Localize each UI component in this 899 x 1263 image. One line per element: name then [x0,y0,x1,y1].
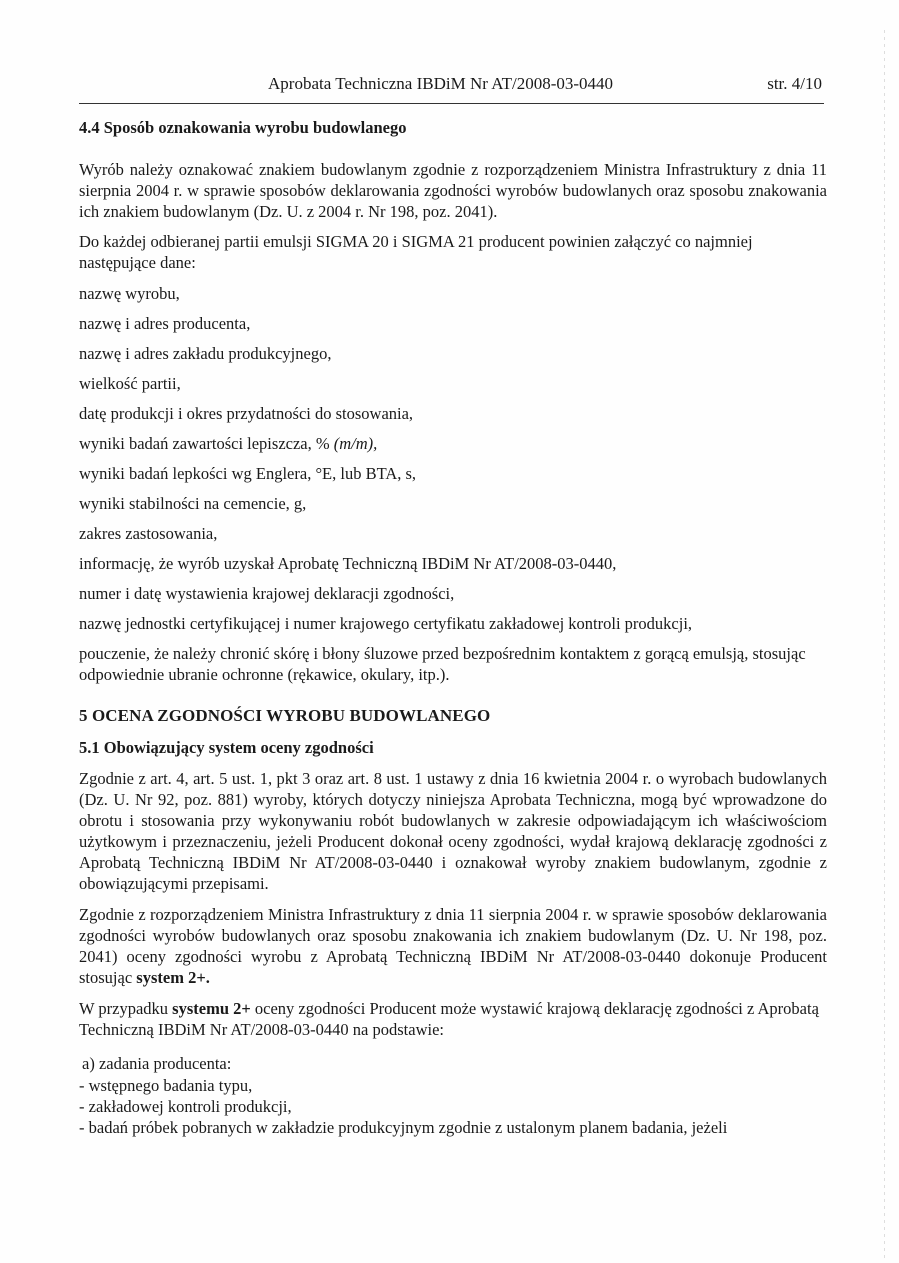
list-item: datę produkcji i okres przydatności do stosowania, [79,404,414,423]
list-item: nazwę i adres producenta, [79,314,251,333]
list-item: zakres zastosowania, [79,524,218,543]
list-item: numer i datę wystawienia krajowej deklaracji zgodności, [79,584,455,603]
list-item: nazwę wyrobu, [79,284,180,303]
section-5-1-paragraph-1: Zgodnie z art. 4, art. 5 ust. 1, pkt 3 oraz art. 8 ust. 1 ustawy z dnia 16 kwietnia 2004 r. o wyrobach budowlanych (Dz. U. Nr 92, poz. 881) wyroby, których dotyczy niniejsza Aprobata Techniczna, mogą być wprowadzone do obrotu i stosowania przy wykonywaniu robót budowlanych w zakresie odpowiadającym ich właściwościom użytkowym i przeznaczeniu, jeżeli Producent dokonał oceny zgodności, wydał krajową deklarację zgodności z Aprobatą Techniczną IBDiM Nr AT/2008-03-0440 i oznakował wyroby znakiem budowlanym, zgodnie z obowiązującymi przepisami. [79,769,827,893]
section-5-1-paragraph-3 [79,998,827,1040]
section-4-4-heading: 4.4 Sposób oznakowania wyrobu budowlanego [79,118,407,137]
section-4-4-paragraph-2: Do każdej odbieranej partii emulsji SIGMA 20 i SIGMA 21 producent powinien załączyć co najmniej następujące dane: [79,232,753,272]
list-item: informację, że wyrób uzyskał Aprobatę Techniczną IBDiM Nr AT/2008-03-0440, [79,554,617,573]
list-item: wyniki badań lepkości wg Englera, °E, lub BTA, s, [79,464,417,483]
section-4-4-paragraph-1: Wyrób należy oznakować znakiem budowlanym zgodnie z rozporządzeniem Ministra Infrastruktury z dnia 11 sierpnia 2004 r. w sprawie sposobów deklarowania zgodności wyrobów budowlanych oraz sposobu znakowania ich znakiem budowlanym (Dz. U. z 2004 r. Nr 198, poz. 2041). [79,160,827,221]
header-rule [79,103,824,104]
list-item [79,433,827,454]
paragraph-text-start: W przypadku [79,999,169,1018]
dash-list-item: - wstępnego badania typu, [79,1076,253,1095]
list-item: nazwę i adres zakładu produkcyjnego, [79,344,332,363]
list-item: wyniki stabilności na cemencie, g, [79,494,307,513]
list-item-italic-unit: (m/m), [333,434,378,453]
section-5-1-heading: 5.1 Obowiązujący system oceny zgodności [79,738,374,757]
list-item-warning: pouczenie, że należy chronić skórę i błony śluzowe przed bezpośrednim kontaktem z gorącą emulsją, stosując odpowiednie ubranie ochronne (rękawice, okulary, itp.). [79,644,806,684]
page-header [80,74,824,96]
system-label: systemu 2+ [172,999,251,1018]
producer-tasks-item: a) zadania producenta: [82,1054,232,1073]
section-5-1-paragraph-2 [79,904,827,988]
header-title: Aprobata Techniczna IBDiM Nr AT/2008-03-0440 [268,74,614,93]
scan-edge-line [884,30,885,1260]
paragraph-text-end: oceny zgodności Producent może wystawić krajową deklarację zgodności z Aprobatą Techniczną IBDiM Nr AT/2008-03-0440 na podstawie: [79,999,819,1039]
system-label: system 2+. [136,968,210,987]
list-item: nazwę jednostki certyfikującej i numer krajowego certyfikatu zakładowej kontroli produkcji, [79,614,693,633]
section-5-heading: 5 OCENA ZGODNOŚCI WYROBU BUDOWLANEGO [79,706,491,725]
marking-data-list [79,283,827,685]
paragraph-text: Zgodnie z rozporządzeniem Ministra Infrastruktury z dnia 11 sierpnia 2004 r. w sprawie sposobów deklarowania zgodności wyrobów budowlanych oraz sposobu znakowania ich znakiem budowlanym (Dz. U. Nr 198, poz. 2041) oceny zgodności wyrobu z Aprobatą Techniczną IBDiM Nr AT/2008-03-0440 dokonuje Producent stosując [79,905,827,987]
document-body [79,118,827,1138]
list-item: wielkość partii, [79,374,181,393]
dash-list-item: - zakładowej kontroli produkcji, [79,1097,292,1116]
dash-list-item: - badań próbek pobranych w zakładzie produkcyjnym zgodnie z ustalonym planem badania, jeżeli [79,1118,728,1137]
list-item-text: wyniki badań zawartości lepiszcza, % [79,434,330,453]
page-number: str. 4/10 [767,74,822,93]
